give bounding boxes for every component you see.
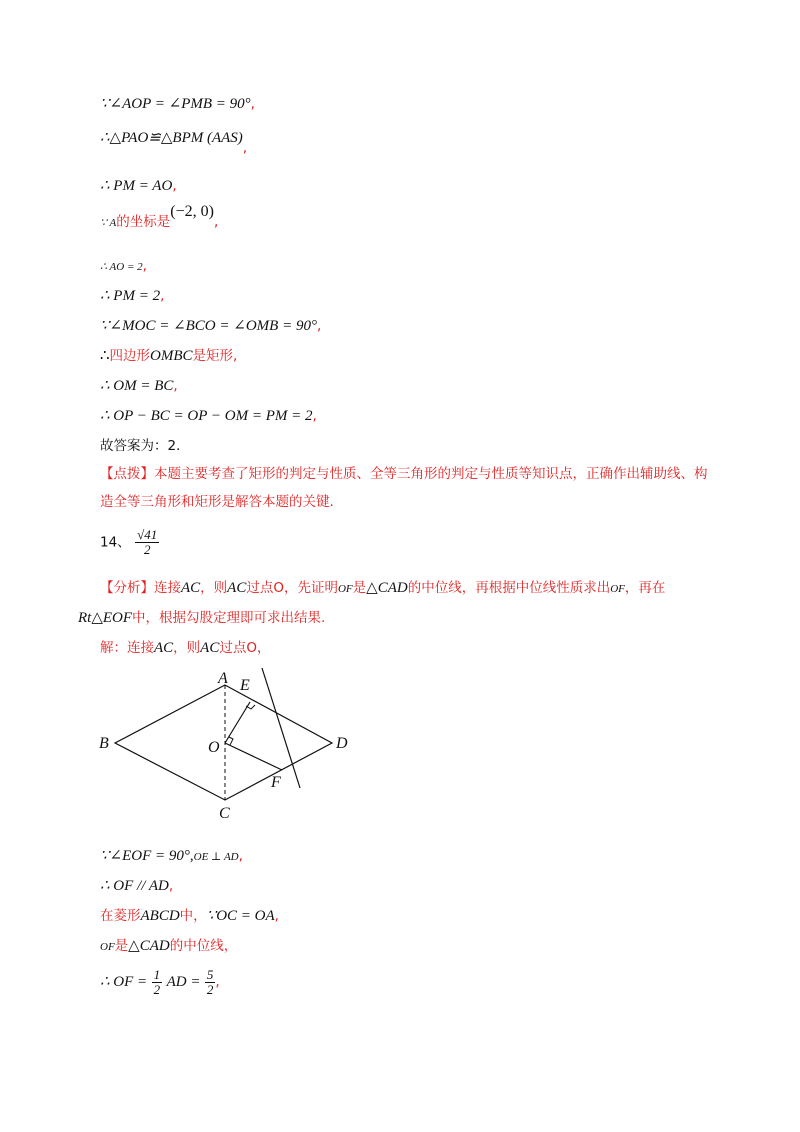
right-angle-o: [229, 737, 233, 745]
line-pm-ao: ∴ PM = AO,: [100, 178, 177, 194]
solution-intro: 解：连接AC，则AC过点O，: [100, 640, 271, 656]
rhombus-figure: [90, 660, 370, 830]
line-om-bc: ∴ OM = BC,: [100, 378, 178, 394]
line-coord-a: ∵ A的坐标是(−2, 0),: [100, 203, 219, 230]
label-f: F: [271, 774, 281, 791]
step-of-parallel: ∴ OF // AD,: [100, 878, 174, 894]
fraction-five-halves: $\frac{5}{2}$: [206, 966, 214, 997]
label-e: E: [240, 677, 250, 694]
step-midline: OF是△CAD的中位线，: [100, 938, 238, 954]
line-rectangle: ∴四边形OMBC是矩形,: [100, 348, 238, 364]
analysis-line-1: 【分析】连接AC，则AC过点O，先证明OF是△CAD的中位线，再根据中位线性质求出OF，再在: [100, 580, 666, 596]
line-ao-2: ∴ AO = 2,: [100, 258, 147, 274]
line-angle-equal: ∵∠AOP = ∠PMB = 90°,: [100, 96, 255, 112]
step-eof-90: ∵∠EOF = 90°,OE ⊥ AD,: [100, 848, 243, 864]
analysis-line-2: Rt△EOF中，根据勾股定理即可求出结果.: [78, 610, 326, 626]
line-op-minus-bc: ∴ OP − BC = OP − OM = PM = 2,: [100, 408, 317, 424]
tip-paragraph: 【点拨】本题主要考查了矩形的判定与性质、全等三角形的判定与性质等知识点，正确作出辅助线、构造全等三角形和矩形是解答本题的关键.: [100, 466, 708, 510]
label-o: O: [208, 739, 220, 756]
answer-fraction: $\frac{√41}{2}$: [137, 527, 158, 557]
rhombus-abcd: [115, 685, 332, 800]
fraction-one-half: $\frac{1}{2}$: [153, 966, 161, 997]
label-b: B: [99, 735, 109, 752]
label-d: D: [336, 735, 348, 752]
segment-of: [225, 743, 282, 770]
step-of-value: ∴ OF = $\frac{1}{2}$ AD = $\frac{5}{2}$ ,: [100, 966, 220, 997]
label-c: C: [219, 805, 230, 822]
line-congruent: ∴△PAO≌△BPM (AAS),: [100, 130, 248, 156]
question-14: 14、 $\frac{√41}{2}$: [100, 527, 158, 557]
segment-oe: [225, 702, 250, 743]
label-a: A: [218, 670, 228, 687]
step-rhombus: 在菱形ABCD中，∵OC = OA,: [100, 908, 279, 924]
line-right-angles: ∵∠MOC = ∠BCO = ∠OMB = 90°,: [100, 318, 322, 334]
line-answer: 故答案为：2．: [100, 438, 190, 454]
line-pm-2: ∴ PM = 2,: [100, 288, 165, 304]
